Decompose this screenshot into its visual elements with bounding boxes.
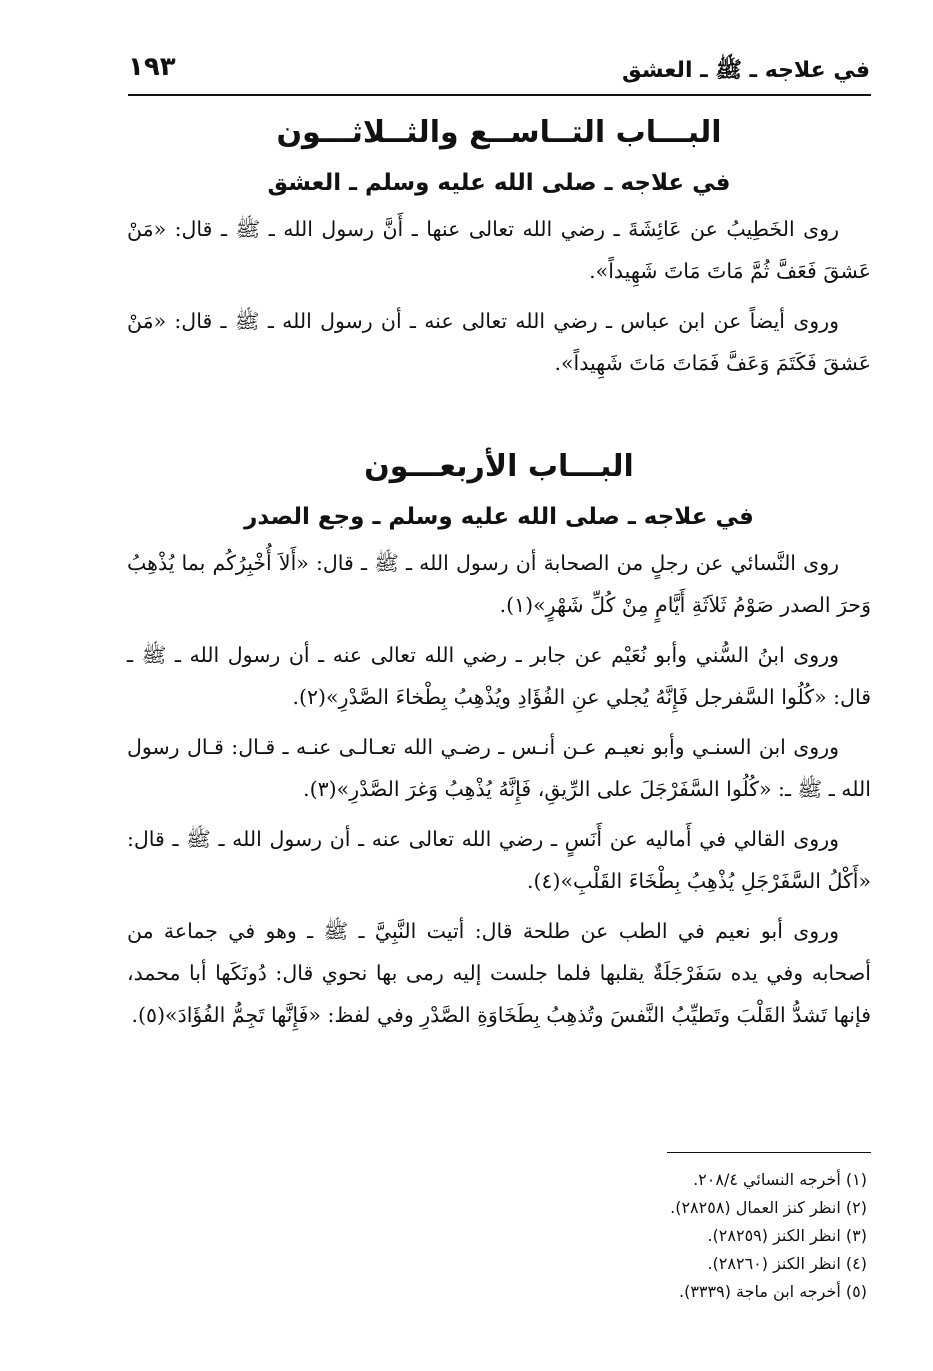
running-head	[128, 50, 870, 90]
chapter-40-subtitle: في علاجه ـ صلى الله عليه وسلم ـ وجع الصدر	[244, 504, 754, 530]
chapter-39-subtitle: في علاجه ـ صلى الله عليه وسلم ـ العشق	[267, 170, 731, 196]
chapter-40-paragraph: وروى ابن السنـي وأبو نعيـم عـن أنـس ـ رضـي الله تعـالـى عنـه ـ قـال: قـال رسول الله ـ ﷺ ـ: «كُلُوا السَّفَرْجَلَ على الرِّيقِ، فَإِنَّهُ يُذْهِبُ وَغرَ الصَّدْرِ»(٣).	[127, 735, 871, 801]
chapter-40-title: البـــاب الأربعـــون	[364, 449, 634, 484]
chapter-39-title: البـــاب التــاســع والثــلاثـــون	[276, 115, 722, 150]
footnote-3: (٣) انظر الكنز (٢٨٢٥٩).	[707, 1226, 867, 1245]
footnotes	[467, 1166, 867, 1306]
chapter-39-paragraph: وروى أيضاً عن ابن عباس ـ رضي الله تعالى عنه ـ أن رسول الله ـ ﷺ ـ قال: «مَنْ عَشقَ فَكَتَمَ وَعَفَّ فَمَاتَ مَاتَ شَهِيداً».	[127, 309, 871, 375]
footnote-1: (١) أخرجه النسائي ٢٠٨/٤.	[693, 1170, 867, 1189]
main-text	[127, 106, 871, 1044]
footnote-5: (٥) أخرجه ابن ماجة (٣٣٣٩).	[679, 1282, 867, 1301]
chapter-40-paragraph: وروى القالي في أَماليه عن أَنَسٍ ـ رضي الله تعالى عنه ـ أن رسول الله ـ ﷺ ـ قال: «أَكْلُ السَّفَرْجَلِ يُذْهِبُ بِطْخَاءَ القَلْبِ»(٤).	[127, 827, 871, 893]
section-gap	[127, 392, 871, 440]
chapter-39-paragraph: روى الخَطِيبُ عن عَائِشَةَ ـ رضي الله تعالى عنها ـ أَنَّ رسول الله ـ ﷺ ـ قال: «مَنْ عَشقَ فَعَفَّ ثُمَّ مَاتَ مَاتَ شَهِيداً».	[127, 217, 871, 283]
page-number: ١٩٣	[128, 52, 176, 82]
chapter-40-paragraph: روى النَّسائي عن رجلٍ من الصحابة أن رسول الله ـ ﷺ ـ قال: «أَلاَ أُخْبِرُكُم بما يُذْهِبُ وَحرَ الصدر صَوْمُ ثَلاَثَةِ أَيَّامٍ مِنْ كُلِّ شَهْرٍ»(١).	[127, 551, 871, 617]
header-rule	[128, 94, 871, 96]
chapter-40-paragraph: وروى ابنُ السُّني وأبو نُعَيْم عن جابر ـ رضي الله تعالى عنه ـ أن رسول الله ـ ﷺ ـ قال: «كُلُوا السَّفرجل فَإِنَّهُ يُجلي عنِ الفُؤَادِ ويُذْهِبُ بِطْخاءَ الصَّدْرِ»(٢).	[127, 643, 871, 709]
footnote-4: (٤) انظر الكنز (٢٨٢٦٠).	[707, 1254, 867, 1273]
running-title: في علاجه ـ ﷺ ـ العشق	[622, 58, 870, 83]
footnote-2: (٢) انظر كنز العمال (٢٨٢٥٨).	[670, 1198, 867, 1217]
footnote-rule	[667, 1152, 871, 1153]
chapter-40-paragraph: وروى أبو نعيم في الطب عن طلحة قال: أتيت النَّبِيَّ ـ ﷺ ـ وهو في جماعة من أصحابه وفي يده سَفَرْجَلَةٌ يقلبها فلما جلست إليه رمى بها نحوي قال: دُونَكَها أبا محمد، فإنها تَشدُّ القَلْبَ وتَطيِّبُ النَّفسَ وتُذهِبُ بِطَخَاوَةِ الصَّدْرِ وفي لفظ: «فَإِنَّها تَجِمُّ الفُؤَادَ»(٥).	[127, 919, 871, 1027]
